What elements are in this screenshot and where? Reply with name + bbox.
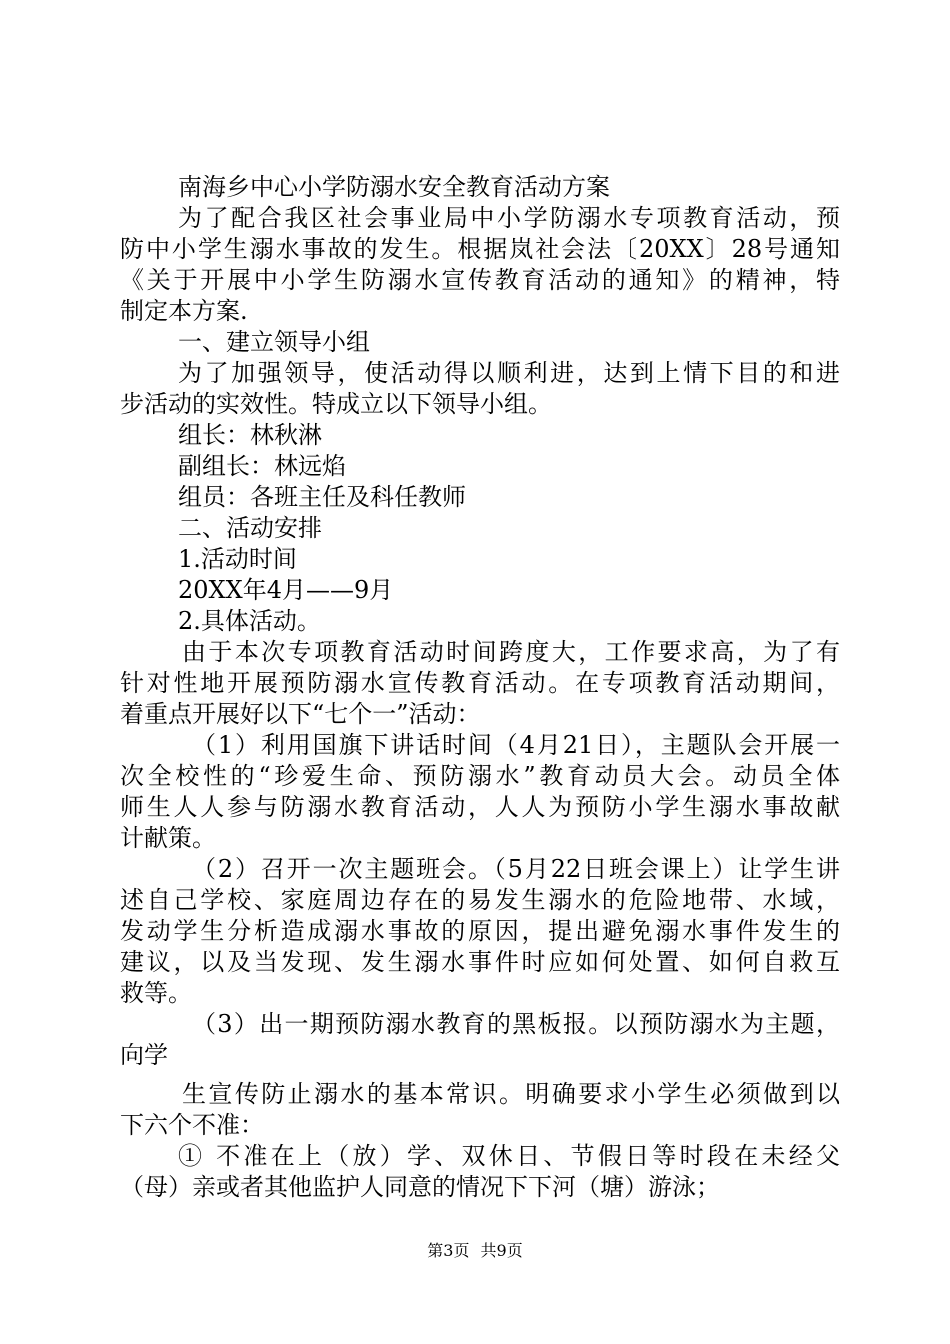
paragraph-line: 师生人人参与防溺水教育活动，人人为预防小学生溺水事故献: [120, 793, 840, 821]
group-members-line: 组员：各班主任及科任教师: [178, 483, 466, 511]
paragraph-line: （3）出一期预防溺水教育的黑板报。以预防溺水为主题，: [192, 1010, 840, 1038]
paragraph-line: 述自己学校、家庭周边存在的易发生溺水的危险地带、水域，: [120, 886, 840, 914]
paragraph-line: 针对性地开展预防溺水宣传教育活动。在专项教育活动期间，: [120, 669, 840, 697]
paragraph-line: 着重点开展好以下“七个一”活动：: [120, 700, 481, 728]
paragraph-line: 由于本次专项教育活动时间跨度大，工作要求高，为了有: [182, 638, 840, 666]
group-leader-line: 组长：林秋淋: [178, 421, 322, 449]
page-total: 共9页: [480, 1241, 523, 1260]
paragraph-line: 为了加强领导，使活动得以顺利进，达到上情下目的和进: [178, 359, 840, 387]
paragraph-line: 为了配合我区社会事业局中小学防溺水专项教育活动，预: [178, 204, 840, 232]
paragraph-line: 发动学生分析造成溺水事故的原因，提出避免溺水事件发生的: [120, 917, 840, 945]
paragraph-line: 防中小学生溺水事故的发生。根据岚社会法〔20XX〕28号通知: [120, 235, 840, 263]
paragraph-line: （2）召开一次主题班会。（5月22日班会课上）让学生讲: [192, 855, 840, 883]
paragraph-line: （1）利用国旗下讲话时间（4月21日），主题队会开展一: [192, 731, 840, 759]
deputy-leader-line: 副组长：林远焰: [178, 452, 346, 480]
paragraph-line: 向学: [120, 1041, 168, 1069]
document-body: [120, 172, 840, 1203]
subsection-heading: 1.活动时间: [178, 545, 297, 573]
paragraph-line: 步活动的实效性。特成立以下领导小组。: [120, 390, 552, 418]
document-title: 南海乡中心小学防溺水安全教育活动方案: [178, 173, 610, 201]
section-heading: 二、活动安排: [178, 514, 322, 542]
paragraph-line: 建议，以及当发现、发生溺水事件时应如何处置、如何自救互: [120, 948, 840, 976]
activity-period: 20XX年4月——9月: [178, 576, 394, 604]
paragraph-line: 次全校性的“珍爱生命、预防溺水”教育动员大会。动员全体: [120, 762, 840, 790]
paragraph-line: 计献策。: [120, 824, 216, 852]
page-number: 第3页: [427, 1241, 470, 1260]
rule-item: （母）亲或者其他监护人同意的情况下下河（塘）游泳；: [120, 1173, 720, 1201]
rule-item: ① 不准在上（放）学、双休日、节假日等时段在未经父: [178, 1142, 840, 1170]
paragraph-line: 生宣传防止溺水的基本常识。明确要求小学生必须做到以: [182, 1080, 840, 1108]
paragraph-line: 制定本方案.: [120, 297, 248, 325]
page-footer: [0, 1241, 950, 1261]
paragraph-line: 下六个不准：: [120, 1111, 264, 1139]
paragraph-line: 《关于开展中小学生防溺水宣传教育活动的通知》的精神，特: [120, 266, 840, 294]
paragraph-line: 救等。: [120, 979, 192, 1007]
section-heading: 一、建立领导小组: [178, 328, 370, 356]
subsection-heading: 2.具体活动。: [178, 607, 321, 635]
